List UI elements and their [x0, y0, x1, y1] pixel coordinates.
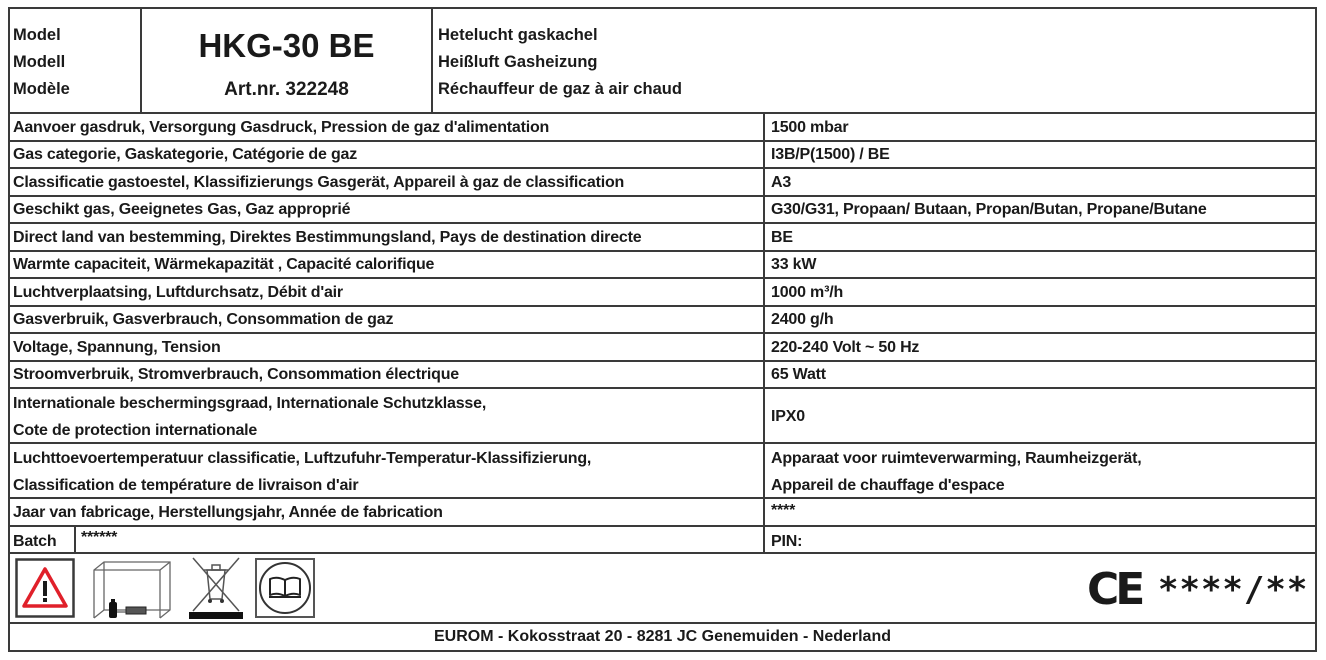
- spec-value-power: 65 Watt: [771, 366, 826, 383]
- model-label-fr: Modèle: [13, 80, 70, 98]
- spec-value-temp-class-1: Apparaat voor ruimteverwarming, Raumheizgerät,: [771, 450, 1142, 467]
- spec-label-protection-2: Cote de protection internationale: [13, 422, 258, 439]
- spec-label-gas-category: Gas categorie, Gaskategorie, Catégorie de gaz: [13, 146, 358, 163]
- spec-label-voltage: Voltage, Spannung, Tension: [13, 339, 221, 356]
- row-line: [8, 277, 1317, 279]
- row-line: [8, 360, 1317, 362]
- warning-triangle-icon: [15, 558, 75, 618]
- row-line: [8, 622, 1317, 624]
- ce-mark-icon: CE: [1087, 564, 1142, 615]
- row-line: [8, 332, 1317, 334]
- spec-label-gas-pressure: Aanvoer gasdruk, Versorgung Gasdruck, Pression de gaz d'alimentation: [13, 119, 550, 136]
- row-line: [8, 167, 1317, 169]
- outdoor-ventilation-icon: [90, 558, 174, 620]
- spec-value-year: ****: [771, 502, 796, 519]
- spec-label-gas-consumption: Gasverbruik, Gasverbrauch, Consommation de gaz: [13, 311, 394, 328]
- model-name: HKG-30 BE: [198, 27, 375, 64]
- spec-label-year: Jaar van fabricage, Herstellungsjahr, Année de fabrication: [13, 504, 443, 521]
- spec-value-gas-pressure: 1500 mbar: [771, 119, 849, 136]
- row-line: [8, 140, 1317, 142]
- description-nl: Hetelucht gaskachel: [438, 26, 598, 44]
- spec-label-classification: Classificatie gastoestel, Klassifizierungs Gasgerät, Appareil à gaz de classification: [13, 174, 625, 191]
- spec-label-air-flow: Luchtverplaatsing, Luftdurchsatz, Débit d'air: [13, 284, 343, 301]
- spec-label-temp-class-2: Classification de température de livraison d'air: [13, 477, 359, 494]
- row-line: [8, 525, 1317, 527]
- model-labels: [13, 22, 70, 103]
- product-description: [438, 22, 682, 103]
- row-line: [8, 222, 1317, 224]
- header-bottom-line: [8, 112, 1317, 114]
- row-line: [8, 442, 1317, 444]
- spec-label-protection-1: Internationale beschermingsgraad, Internationale Schutzklasse,: [13, 395, 487, 412]
- manufacturer-address: EUROM - Kokosstraat 20 - 8281 JC Genemuiden - Nederland: [433, 628, 891, 645]
- description-de: Heißluft Gasheizung: [438, 53, 598, 71]
- read-manual-icon: [255, 558, 315, 618]
- batch-divider: [74, 525, 76, 553]
- model-label-nl: Model: [13, 26, 61, 44]
- batch-value: ******: [81, 529, 118, 546]
- row-line: [8, 497, 1317, 499]
- description-fr: Réchauffeur de gaz à air chaud: [438, 80, 682, 98]
- spec-value-voltage: 220-240 Volt ~ 50 Hz: [771, 339, 920, 356]
- spec-label-temp-class-1: Luchttoevoertemperatuur classificatie, Luftzufuhr-Temperatur-Klassifizierung,: [13, 450, 592, 467]
- spec-value-protection: IPX0: [771, 408, 805, 425]
- spec-label-power: Stroomverbruik, Stromverbrauch, Consommation électrique: [13, 366, 459, 383]
- spec-value-suitable-gas: G30/G31, Propaan/ Butaan, Propan/Butan, Propane/Butane: [771, 201, 1207, 218]
- spec-value-gas-category: I3B/P(1500) / BE: [771, 146, 890, 163]
- spec-label-destination: Direct land van bestemming, Direktes Bestimmungsland, Pays de destination directe: [13, 229, 642, 246]
- spec-value-destination: BE: [771, 229, 793, 246]
- ce-certification-number: ****/**: [1158, 570, 1309, 610]
- row-line: [8, 195, 1317, 197]
- row-line: [8, 552, 1317, 554]
- row-line: [8, 250, 1317, 252]
- spec-value-classification: A3: [771, 174, 792, 191]
- model-label-de: Modell: [13, 53, 66, 71]
- spec-value-gas-consumption: 2400 g/h: [771, 311, 834, 328]
- spec-value-air-flow: 1000 m³/h: [771, 284, 844, 301]
- spec-label-heat-capacity: Warmte capaciteit, Wärmekapazität , Capacité calorifique: [13, 256, 435, 273]
- batch-label: Batch: [13, 533, 57, 550]
- row-line: [8, 387, 1317, 389]
- article-number: Art.nr. 322248: [224, 79, 349, 100]
- row-line: [8, 305, 1317, 307]
- weee-crossed-bin-icon: [187, 555, 245, 621]
- spec-value-temp-class-2: Appareil de chauffage d'espace: [771, 477, 1005, 494]
- pin-label: PIN:: [771, 533, 803, 550]
- spec-value-heat-capacity: 33 kW: [771, 256, 817, 273]
- spec-label-suitable-gas: Geschikt gas, Geeignetes Gas, Gaz approprié: [13, 201, 351, 218]
